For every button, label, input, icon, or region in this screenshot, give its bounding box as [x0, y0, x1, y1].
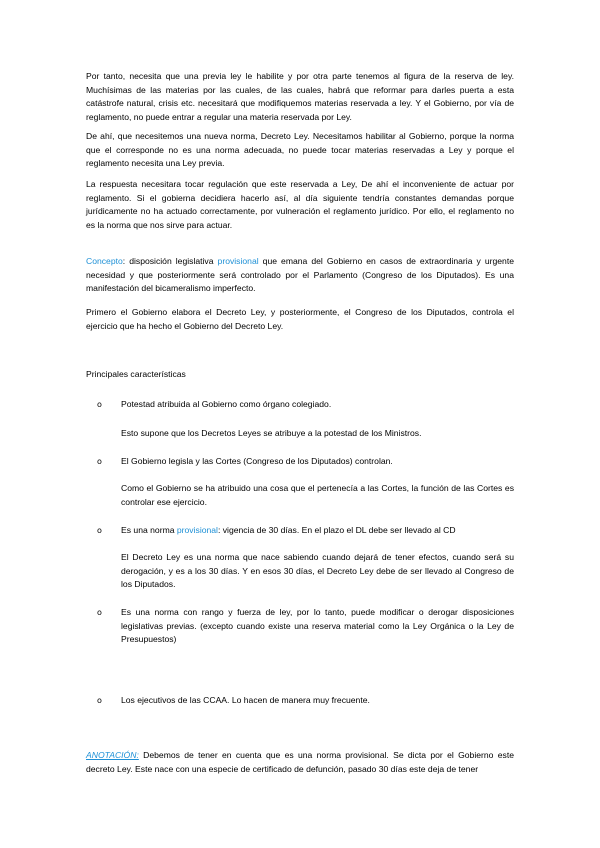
bullet3-provisional: provisional [176, 525, 218, 535]
bullet-potestad-detail: Esto supone que los Decretos Leyes se atribuye a la potestad de los Ministros. [121, 428, 422, 438]
paragraph-reserva-de-ley: Por tanto, necesita que una previa ley le habilite y por otra parte tenemos al figura de la reserva de ley. Muchísimas de las materias por las cuales, de las cuales, habrá que reformar para darles puerta a esta catástrofe natural, crisis etc. necesitará que modifiquemos materias reservada a ley. Y el Gobierno, por vía de reglamento, no puede entrar a regular una materia reservada por Ley. [86, 71, 514, 122]
paragraph-gobierno-elabora: Primero el Gobierno elabora el Decreto Ley, y posteriormente, el Congreso de los Diputados, controla el ejercicio que ha hecho el Gobierno del Decreto Ley. [86, 307, 514, 331]
concepto-text-b: que emana del Gobierno en casos de extraordinaria y urgente necesidad y que posteriormente será controlado por el Parlamento (Congreso de los Diputados). Es una manifestación del bicameralismo imperfecto. [86, 256, 514, 294]
bullet-rango-fuerza-ley: Es una norma con rango y fuerza de ley, por lo tanto, puede modificar o derogar disposiciones legislativas previas. (excepto cuando existe una reserva material como la Ley Orgánica o la Ley de Presupuestos) [121, 607, 514, 645]
paragraph-anotacion [86, 749, 514, 776]
anotacion-label: ANOTACIÓN: [86, 750, 139, 760]
bullet-marker: o [97, 526, 102, 535]
paragraph-decreto-ley-necesidad: De ahí, que necesitemos una nueva norma, Decreto Ley. Necesitamos habilitar al Gobierno, porque la norma que el corresponde no es una norma adecuada, no puede tocar materias reservadas a Ley y porque el reglamento necesita una Ley previa. [86, 131, 514, 169]
concepto-text-a: : disposición legislativa [122, 256, 218, 266]
bullet3-text-b: : vigencia de 30 días. En el plazo el DL debe ser llevado al CD [217, 525, 456, 535]
paragraph-respuesta-reglamento: La respuesta necesitara tocar regulación que este reservada a Ley, De ahí el inconveniente de actuar por reglamento. Si el gobierna decidiera hacerlo así, al día siguiente tendría constantes demandas porque jurídicamente no ha actuado correctamente, por vulneración el reglamento jurídico. Por ello, el reglamento no es la norma que nos sirve para actuar. [86, 179, 514, 230]
anotacion-text: Debemos de tener en cuenta que es una norma provisional. Se dicta por el Gobierno este decreto Ley. Este nace con una especie de certificado de defunción, pasado 30 días este deja de tener [86, 750, 514, 774]
concepto-label: Concepto [86, 256, 123, 266]
bullet-marker: o [97, 457, 102, 466]
bullet-marker: o [97, 400, 102, 409]
bullet3-text-a: Es una norma [121, 525, 177, 535]
bullet-potestad: Potestad atribuida al Gobierno como órgano colegiado. [121, 399, 332, 409]
concepto-provisional: provisional [217, 256, 259, 266]
bullet-marker: o [97, 696, 102, 705]
bullet-gobierno-legisla-detail: Como el Gobierno se ha atribuido una cosa que el pertenecía a las Cortes, la función de las Cortes es controlar ese ejercicio. [121, 483, 514, 507]
bullet-norma-provisional-detail: El Decreto Ley es una norma que nace sabiendo cuando dejará de tener efectos, cuando será su derogación, y es a los 30 días. Y en esos 30 días, el Decreto Ley debe de ser llevado al Congreso de los Diputados. [121, 552, 514, 590]
bullet-norma-provisional [121, 524, 514, 538]
bullet-ejecutivos-ccaa: Los ejecutivos de las CCAA. Lo hacen de manera muy frecuente. [121, 695, 370, 705]
bullet-marker: o [97, 608, 102, 617]
bullet-gobierno-legisla: El Gobierno legisla y las Cortes (Congreso de los Diputados) controlan. [121, 456, 393, 466]
paragraph-concepto [86, 255, 514, 296]
section-title: Principales características [86, 369, 186, 379]
